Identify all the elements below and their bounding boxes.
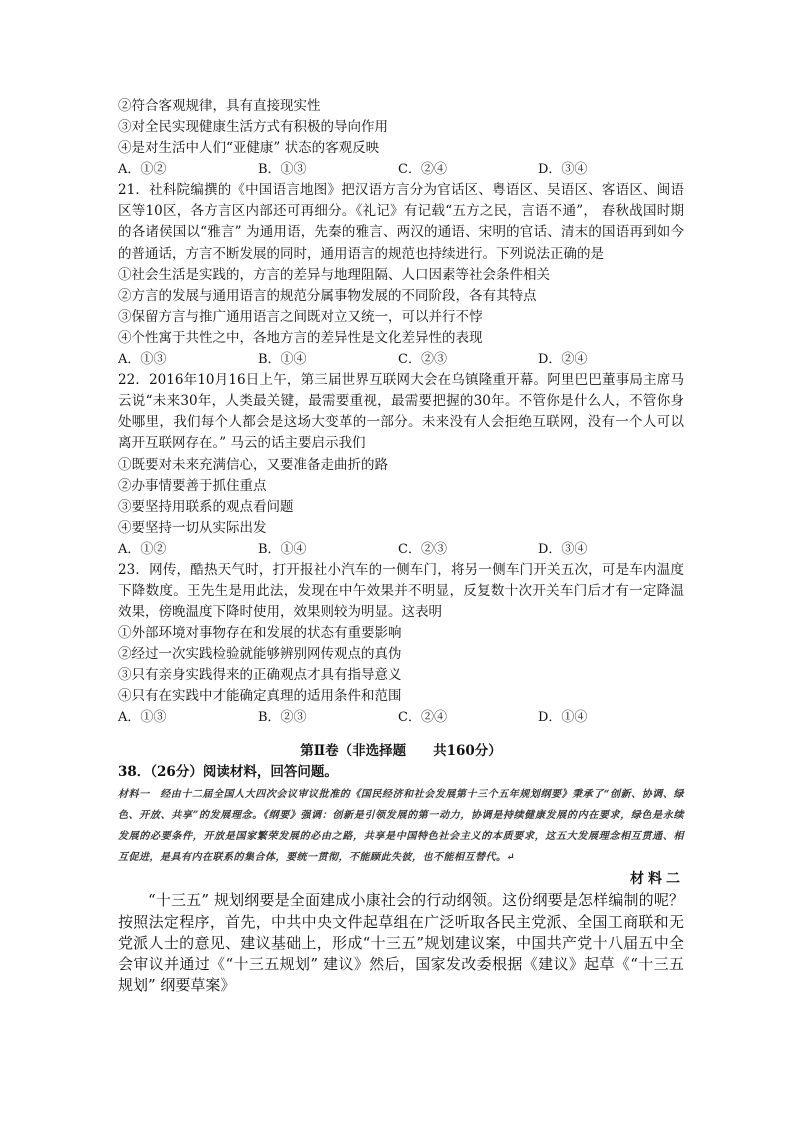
choice-item: ③要坚持用联系的观点看问题 <box>118 498 294 515</box>
question-stem: 21．社科院编撰的《中国语言地图》把汉语方言分为官话区、粤语区、吴语区、客语区、闽语区等10区，各方言区内部还可再细分。《礼记》有记载“五方之民，言语不通”， 春秋战国时期的各诸侯国以“雅言” 为通用语，先秦的雅言、两汉的通语、宋明的官话、清末的国语再到如今的普通话，方言不断发展的同时，通用语言的规范也持续进行。下列说法正确的是 <box>118 182 684 262</box>
question-38-heading: 38．（26分）阅读材料，回答问题。 <box>118 764 338 781</box>
material-one-text: 材料一 经由十二届全国人大四次会议审议批准的《国民经济和社会发展第十三个五年规划纲要》秉承了“创新、协调、绿色、开放、共享”的发展理念。《纲要》强调：创新是引领发展的第一动力，协调是持续健康发展的内在要求，绿色是永续发展的必要条件，开放是国家繁荣发展的必由之路，共享是中国特色社会主义的本质要求，这五大发展理念相互贯通、相互促进，是具有内在联系的集合体，要统一贯彻，不能顾此失彼，也不能相互替代。↵ <box>118 789 684 864</box>
answer-options <box>118 159 684 180</box>
option-d: D．②④ <box>538 351 588 367</box>
option-a: A．①③ <box>118 710 167 726</box>
answer-options <box>118 539 684 560</box>
option-b: B．①③ <box>258 162 307 177</box>
choice-item: ④是对生活中人们“亚健康” 状态的客观反映 <box>118 140 380 156</box>
question-23 <box>118 560 684 729</box>
question-stem: 22．2016年10月16日上午，第三届世界互联网大会在乌镇隆重开幕。阿里巴巴董事局主席马云说“未来30年，人类最关键，最需要重视，最需要把握的30年。不管你是什么人，不管你身处哪里，我们每个人都会是这场大变革的一部分。未来没有人会拒绝互联网，没有一个人可以离开互联网存在。” 马云的话主要启示我们 <box>118 371 684 452</box>
choice-item: ④要坚持一切从实际出发 <box>118 519 267 536</box>
option-d: D．①④ <box>538 710 588 726</box>
choice-item: ④只有在实践中才能确定真理的适用条件和范围 <box>118 688 402 705</box>
option-a: A．①② <box>118 162 167 177</box>
option-c: C．②④ <box>398 162 447 177</box>
option-a: A．①③ <box>118 351 167 367</box>
option-c: C．②④ <box>398 710 447 726</box>
choice-item: ②方言的发展与通用语言的规范分属事物发展的不同阶段，各有其特点 <box>118 287 537 304</box>
section-title: 第Ⅱ卷（非选择题 共160分） <box>300 743 502 760</box>
option-b: B．②③ <box>258 710 307 726</box>
choice-item: ③保留方言与推广通用语言之间既对立又统一，可以并行不悖 <box>118 308 483 325</box>
choice-item: ③只有亲身实践得来的正确观点才具有指导意义 <box>118 667 402 684</box>
option-b: B．①④ <box>258 541 307 557</box>
question-20-continued <box>118 96 684 180</box>
question-stem: 23．网传，酷热天气时，打开报社小汽车的一侧车门，将另一侧车门开关五次，可是车内温度下降数度。王先生是用此法，发现在中午效果并不明显，反复数十次开关车门后才有一定降温效果，傍晚温度下降时使用，效果则较为明显。这表明 <box>118 561 684 621</box>
choice-item: ④个性寓于共性之中，各地方言的差异性是文化差异性的表现 <box>118 329 483 346</box>
option-d: D．③④ <box>538 541 588 557</box>
choice-item: ②符合客观规律，具有直接现实性 <box>118 98 321 114</box>
choice-item: ①社会生活是实践的，方言的差异与地理阻隔、人口因素等社会条件相关 <box>118 266 550 283</box>
choice-item: ①外部环境对事物存在和发展的状态有重要影响 <box>118 625 402 642</box>
answer-options <box>118 707 684 728</box>
material-two-label: 材料二 <box>630 871 684 888</box>
choice-item: ②经过一次实践检验就能够辨别网传观点的真伪 <box>118 646 402 663</box>
option-b: B．①④ <box>258 351 307 367</box>
option-d: D．③④ <box>538 162 588 177</box>
question-21 <box>118 180 684 370</box>
choice-item: ①既要对未来充满信心，又要准备走曲折的路 <box>118 456 388 473</box>
option-c: C．②③ <box>398 541 447 557</box>
material-two-text: “十三五” 规划纲要是全面建成小康社会的行动纲领。这份纲要是怎样编制的呢？按照法定程序，首先，中共中央文件起草组在广泛听取各民主党派、全国工商联和无党派人士的意见、建议基础上，形成“十三五”规划建议案，中国共产党十八届五中全会审议并通过《“十三五规划” 建议》然后，国家发改委根据《建议》起草《“十三五规划” 纲要草案》 <box>118 891 684 995</box>
choice-item: ③对全民实现健康生活方式有积极的导向作用 <box>118 119 388 135</box>
exam-page <box>118 96 684 997</box>
answer-options <box>118 349 684 370</box>
question-22 <box>118 370 684 560</box>
option-c: C．②③ <box>398 351 447 367</box>
option-a: A．①② <box>118 541 167 557</box>
choice-item: ②办事情要善于抓住重点 <box>118 477 267 494</box>
